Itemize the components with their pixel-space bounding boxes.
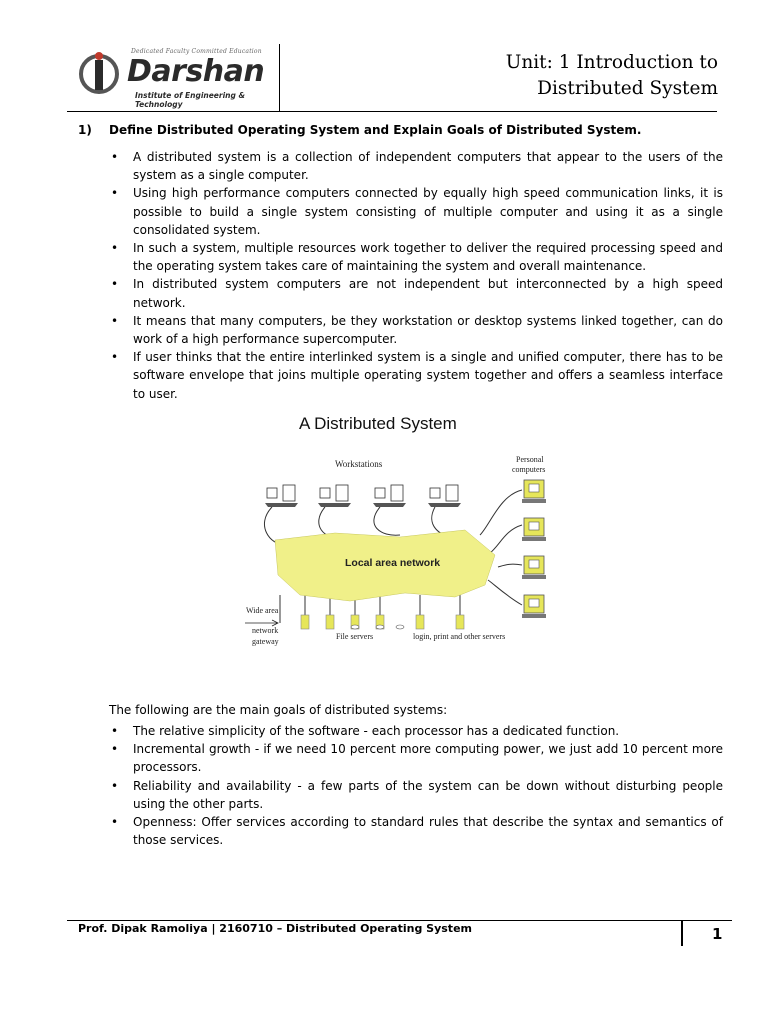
bullet-item: • If user thinks that the entire interlinked system is a single and unified computer, there has to be software envelope that joins multiple operating system together and offers a seamless interface to user. [111, 350, 723, 401]
darshan-logo-icon [77, 50, 125, 98]
goal-item: • Openness: Offer services according to standard rules that describe the syntax and semantics of those services. [111, 815, 723, 848]
goals-bullets [109, 722, 723, 849]
disk-icon [396, 625, 404, 629]
workstation-icon [265, 485, 298, 507]
footer-divider [67, 920, 732, 921]
wide-area-label-line2: network [252, 626, 279, 635]
lan-label: Local area network [345, 557, 441, 569]
server-icon [301, 615, 309, 629]
personal-label-line2: computers [512, 465, 546, 474]
bullet-item: • Using high performance computers connected by equally high speed communication links, it is possible to build a single system consisting of multiple computer and using it as a single consolidated system. [111, 186, 723, 237]
bullet-icon: • [111, 778, 119, 793]
workstation-icon [318, 485, 351, 507]
personal-computer-icon [522, 556, 546, 579]
logo-tagline: Dedicated Faculty Committed Education [131, 48, 262, 55]
bullet-icon: • [111, 742, 119, 757]
bullet-icon: • [111, 186, 119, 201]
bullet-item: • A distributed system is a collection of independent computers that appear to the users of the system as a single computer. [111, 150, 723, 183]
page-number: 1 [712, 925, 723, 943]
wide-area-label-line1: Wide area [246, 606, 279, 615]
disk-icon [376, 625, 384, 629]
bullet-item: • It means that many computers, be they workstation or desktop systems linked together, can do work of a high performance supercomputer. [111, 313, 723, 347]
server-icon [456, 615, 464, 629]
personal-computer-icon [522, 518, 546, 541]
unit-title [506, 50, 718, 102]
figure-title: A Distributed System [299, 414, 457, 433]
bullet-item: • In such a system, multiple resources work together to deliver the required processing speed and the operating system takes care of maintaining the system and overall maintenance. [111, 241, 723, 274]
distributed-system-diagram [240, 445, 570, 655]
question-heading: Define Distributed Operating System and Explain Goals of Distributed System. [109, 123, 642, 137]
server-icon [416, 615, 424, 629]
definition-bullets [109, 148, 723, 403]
workstation-icon [373, 485, 406, 507]
footer-separator [681, 920, 683, 946]
unit-title-line1: Unit: 1 Introduction to [505, 52, 718, 73]
bullet-icon: • [111, 277, 119, 292]
header-divider [67, 111, 717, 112]
wide-area-label-line3: gateway [252, 637, 279, 646]
bullet-icon: • [111, 350, 119, 365]
bullet-icon: • [111, 241, 119, 256]
logo-subtitle: Institute of Engineering & Technology [135, 91, 246, 109]
goal-item: • Reliability and availability - a few parts of the system can be down without disturbing people using the other parts. [111, 778, 723, 811]
goal-item: • The relative simplicity of the software - each processor has a dedicated function. [109, 722, 723, 740]
institute-logo [67, 44, 280, 112]
bullet-icon: • [111, 313, 119, 328]
server-icon [326, 615, 334, 629]
goals-intro: The following are the main goals of distributed systems: [109, 703, 448, 717]
goal-item: • Incremental growth - if we need 10 percent more computing power, we just add 10 percent more processors. [111, 742, 723, 775]
personal-label-line1: Personal [516, 455, 544, 464]
logo-name: Darshan [127, 54, 265, 89]
workstation-icon [428, 485, 461, 507]
login-servers-label: login, print and other servers [413, 632, 506, 641]
bullet-icon: • [111, 815, 119, 830]
workstations-label: Workstations [335, 459, 383, 469]
question-number: 1) [78, 123, 92, 137]
bullet-icon: • [111, 150, 119, 164]
file-servers-label: File servers [336, 632, 374, 641]
bullet-icon: • [111, 724, 119, 738]
footer-author: Prof. Dipak Ramoliya | 2160710 – Distributed Operating System [78, 922, 472, 935]
personal-computer-icon [522, 480, 546, 503]
disk-icon [351, 625, 359, 629]
unit-title-line2: Distributed System [537, 78, 718, 99]
bullet-item: • In distributed system computers are not independent but interconnected by a high speed network. [111, 277, 723, 310]
personal-computer-icon [522, 595, 546, 618]
